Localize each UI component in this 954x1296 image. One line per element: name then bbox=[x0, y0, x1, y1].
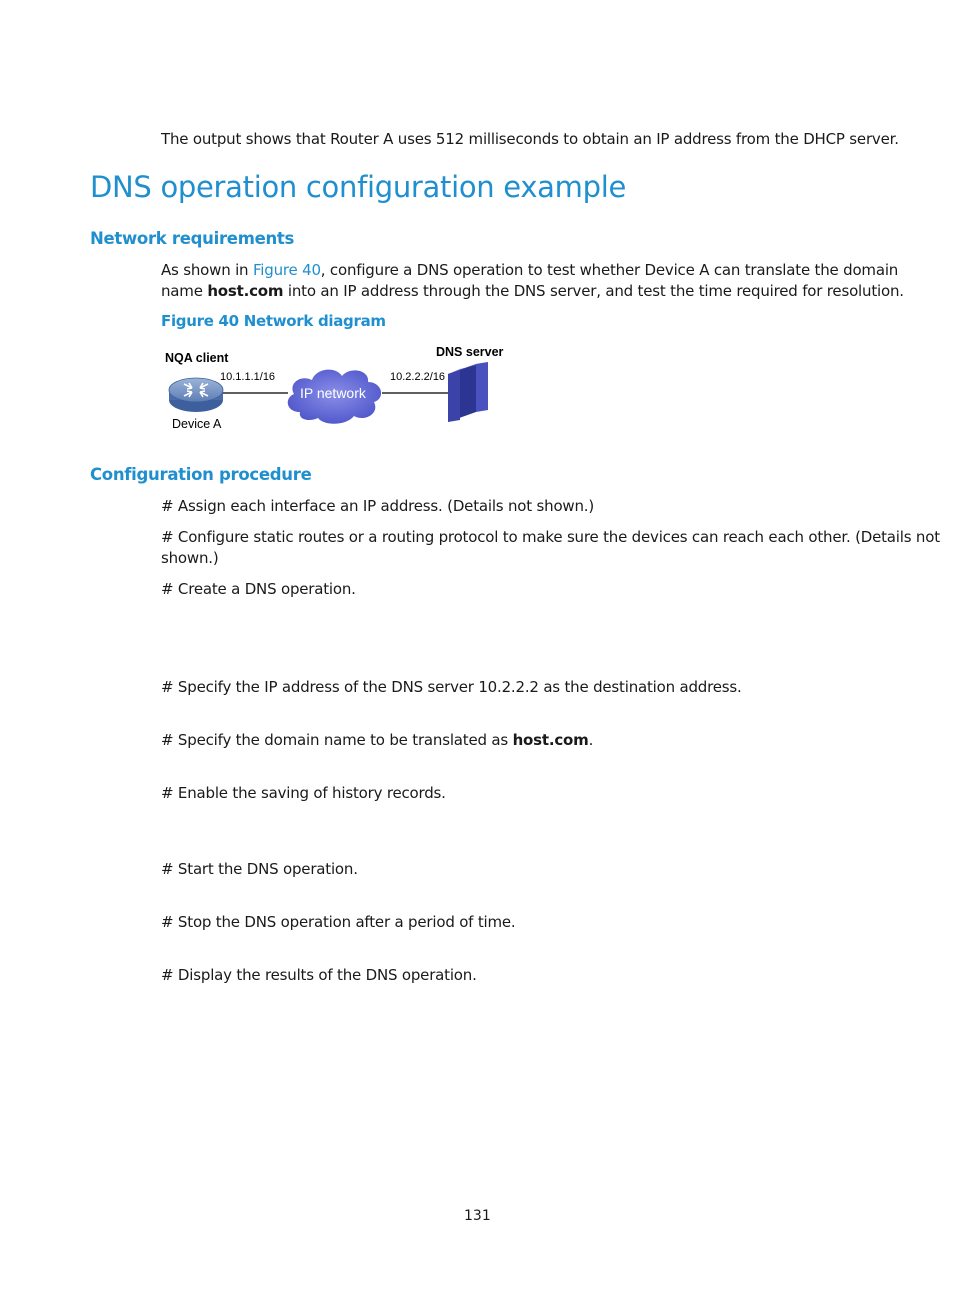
network-diagram bbox=[160, 340, 520, 440]
step-domain-name bbox=[161, 730, 593, 751]
requirements-text-1: As shown in bbox=[161, 261, 253, 279]
step-display-results: # Display the results of the DNS operation. bbox=[161, 966, 477, 984]
requirements-line-2 bbox=[161, 281, 904, 302]
router-icon bbox=[169, 378, 223, 412]
step-assign-ip: # Assign each interface an IP address. (Details not shown.) bbox=[161, 497, 595, 515]
requirements-line-1 bbox=[161, 260, 898, 281]
step-start-dns: # Start the DNS operation. bbox=[161, 860, 358, 878]
ip-network-label: IP network bbox=[300, 385, 366, 401]
dns-server-label: DNS server bbox=[436, 345, 504, 359]
requirements-text-2: , configure a DNS operation to test whether Device A can translate the domain bbox=[320, 261, 899, 279]
section-title: DNS operation configuration example bbox=[90, 170, 627, 204]
step-create-dns: # Create a DNS operation. bbox=[161, 580, 356, 598]
configuration-procedure-heading: Configuration procedure bbox=[90, 465, 312, 484]
requirements-text-3: name bbox=[161, 282, 208, 300]
intro-paragraph: The output shows that Router A uses 512 milliseconds to obtain an IP address from the DHCP server. bbox=[161, 130, 899, 148]
nqa-client-label: NQA client bbox=[165, 351, 229, 365]
step-domain-name-bold: host.com bbox=[512, 731, 589, 749]
step-stop-dns: # Stop the DNS operation after a period of time. bbox=[161, 913, 516, 931]
step-domain-name-period: . bbox=[588, 731, 594, 749]
figure-40-link[interactable]: Figure 40 bbox=[252, 261, 321, 279]
domain-name-bold: host.com bbox=[207, 282, 284, 300]
step-history-records: # Enable the saving of history records. bbox=[161, 784, 446, 802]
ip-right-label: 10.2.2.2/16 bbox=[390, 371, 446, 383]
figure-caption: Figure 40 Network diagram bbox=[161, 312, 386, 330]
step-domain-name-text: # Specify the domain name to be translated as bbox=[161, 731, 513, 749]
requirements-text-4: into an IP address through the DNS server, and test the time required for resolution. bbox=[283, 282, 904, 300]
network-requirements-heading: Network requirements bbox=[90, 229, 295, 248]
step-destination-address: # Specify the IP address of the DNS server 10.2.2.2 as the destination address. bbox=[161, 678, 742, 696]
step-static-routes-line-2: shown.) bbox=[161, 549, 219, 567]
page-number: 131 bbox=[464, 1208, 491, 1224]
ip-left-label: 10.1.1.1/16 bbox=[220, 371, 276, 383]
server-icon bbox=[448, 362, 488, 422]
device-a-label: Device A bbox=[172, 417, 222, 431]
step-static-routes-line-1: # Configure static routes or a routing protocol to make sure the devices can reach each other. (Details not bbox=[161, 528, 940, 546]
